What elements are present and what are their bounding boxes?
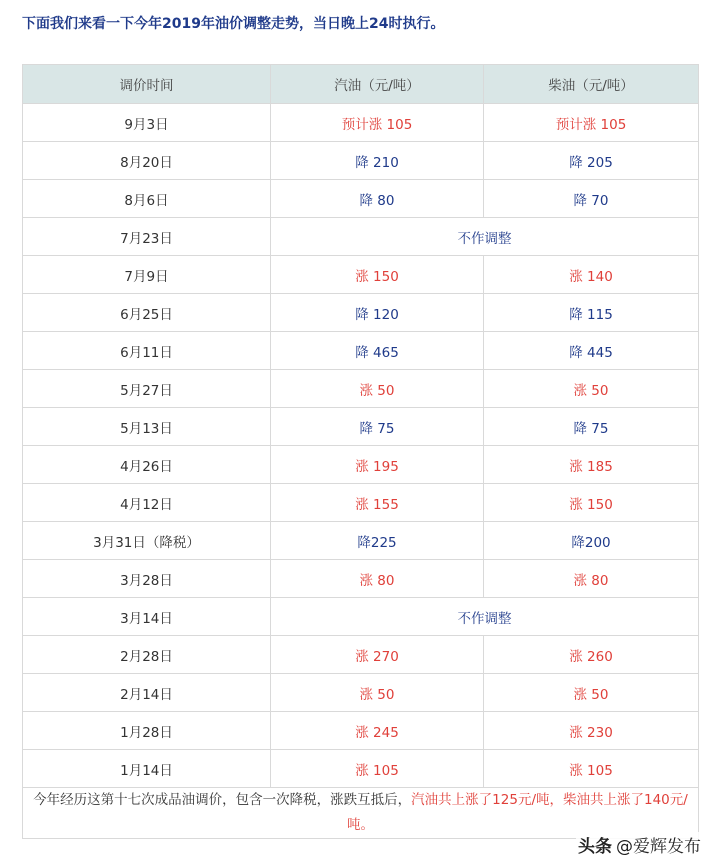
table-header-row xyxy=(23,65,699,104)
no-adjustment-cell: 不作调整 xyxy=(271,598,699,636)
gasoline-cell: 降225 xyxy=(271,522,484,560)
table-row xyxy=(23,712,699,750)
diesel-cell: 降 445 xyxy=(484,332,699,370)
gasoline-cell: 涨 245 xyxy=(271,712,484,750)
summary-cell xyxy=(23,788,699,839)
diesel-cell: 涨 140 xyxy=(484,256,699,294)
table-row xyxy=(23,750,699,788)
table-row xyxy=(23,218,699,256)
date-cell: 4月12日 xyxy=(23,484,271,522)
table-row xyxy=(23,332,699,370)
date-cell: 2月28日 xyxy=(23,636,271,674)
date-cell: 3月28日 xyxy=(23,560,271,598)
date-cell: 6月11日 xyxy=(23,332,271,370)
date-cell: 1月14日 xyxy=(23,750,271,788)
gasoline-cell: 降 80 xyxy=(271,180,484,218)
date-cell: 5月27日 xyxy=(23,370,271,408)
diesel-cell: 涨 260 xyxy=(484,636,699,674)
gasoline-cell: 降 210 xyxy=(271,142,484,180)
watermark xyxy=(576,832,703,857)
gasoline-cell: 涨 155 xyxy=(271,484,484,522)
table-row xyxy=(23,408,699,446)
date-cell: 8月6日 xyxy=(23,180,271,218)
table-row xyxy=(23,142,699,180)
diesel-cell: 降 70 xyxy=(484,180,699,218)
table-row xyxy=(23,446,699,484)
date-cell: 7月9日 xyxy=(23,256,271,294)
diesel-cell: 涨 150 xyxy=(484,484,699,522)
toutiao-logo: 头条 xyxy=(578,837,612,857)
gasoline-cell: 降 75 xyxy=(271,408,484,446)
diesel-cell: 涨 185 xyxy=(484,446,699,484)
table-row xyxy=(23,104,699,142)
gasoline-cell: 涨 150 xyxy=(271,256,484,294)
gasoline-cell: 降 465 xyxy=(271,332,484,370)
gasoline-cell: 涨 195 xyxy=(271,446,484,484)
gasoline-cell: 涨 270 xyxy=(271,636,484,674)
table-row xyxy=(23,598,699,636)
intro-text: 下面我们来看一下今年2019年油价调整走势，当日晚上24时执行。 xyxy=(22,16,445,32)
header-diesel: 柴油（元/吨） xyxy=(484,65,699,104)
no-adjustment-cell: 不作调整 xyxy=(271,218,699,256)
gasoline-cell: 涨 50 xyxy=(271,370,484,408)
table-row xyxy=(23,370,699,408)
date-cell: 3月14日 xyxy=(23,598,271,636)
table-row xyxy=(23,636,699,674)
summary-text: 今年经历这第十七次成品油调价，包含一次降税，涨跌互抵后， xyxy=(33,792,412,808)
summary-highlight: 汽油共上涨了125元/吨，柴油共上涨了140元/吨。 xyxy=(347,792,688,833)
diesel-cell: 涨 80 xyxy=(484,560,699,598)
table-body xyxy=(23,104,699,788)
date-cell: 2月14日 xyxy=(23,674,271,712)
diesel-cell: 降 115 xyxy=(484,294,699,332)
date-cell: 4月26日 xyxy=(23,446,271,484)
diesel-cell: 涨 230 xyxy=(484,712,699,750)
table-row xyxy=(23,294,699,332)
date-cell: 7月23日 xyxy=(23,218,271,256)
date-cell: 8月20日 xyxy=(23,142,271,180)
date-cell: 1月28日 xyxy=(23,712,271,750)
header-gasoline: 汽油（元/吨） xyxy=(271,65,484,104)
summary-row xyxy=(23,788,699,839)
gasoline-cell: 预计涨 105 xyxy=(271,104,484,142)
diesel-cell: 涨 50 xyxy=(484,674,699,712)
gasoline-cell: 涨 50 xyxy=(271,674,484,712)
diesel-cell: 降200 xyxy=(484,522,699,560)
table-row xyxy=(23,256,699,294)
diesel-cell: 预计涨 105 xyxy=(484,104,699,142)
diesel-cell: 降 205 xyxy=(484,142,699,180)
date-cell: 9月3日 xyxy=(23,104,271,142)
table-row xyxy=(23,560,699,598)
table-row xyxy=(23,180,699,218)
table-row xyxy=(23,484,699,522)
gasoline-cell: 降 120 xyxy=(271,294,484,332)
date-cell: 3月31日（降税） xyxy=(23,522,271,560)
table-row xyxy=(23,522,699,560)
oil-price-table xyxy=(22,64,699,839)
date-cell: 5月13日 xyxy=(23,408,271,446)
date-cell: 6月25日 xyxy=(23,294,271,332)
diesel-cell: 涨 105 xyxy=(484,750,699,788)
header-date: 调价时间 xyxy=(23,65,271,104)
gasoline-cell: 涨 80 xyxy=(271,560,484,598)
diesel-cell: 降 75 xyxy=(484,408,699,446)
watermark-author: @爱辉发布 xyxy=(616,837,701,857)
table-row xyxy=(23,674,699,712)
diesel-cell: 涨 50 xyxy=(484,370,699,408)
gasoline-cell: 涨 105 xyxy=(271,750,484,788)
